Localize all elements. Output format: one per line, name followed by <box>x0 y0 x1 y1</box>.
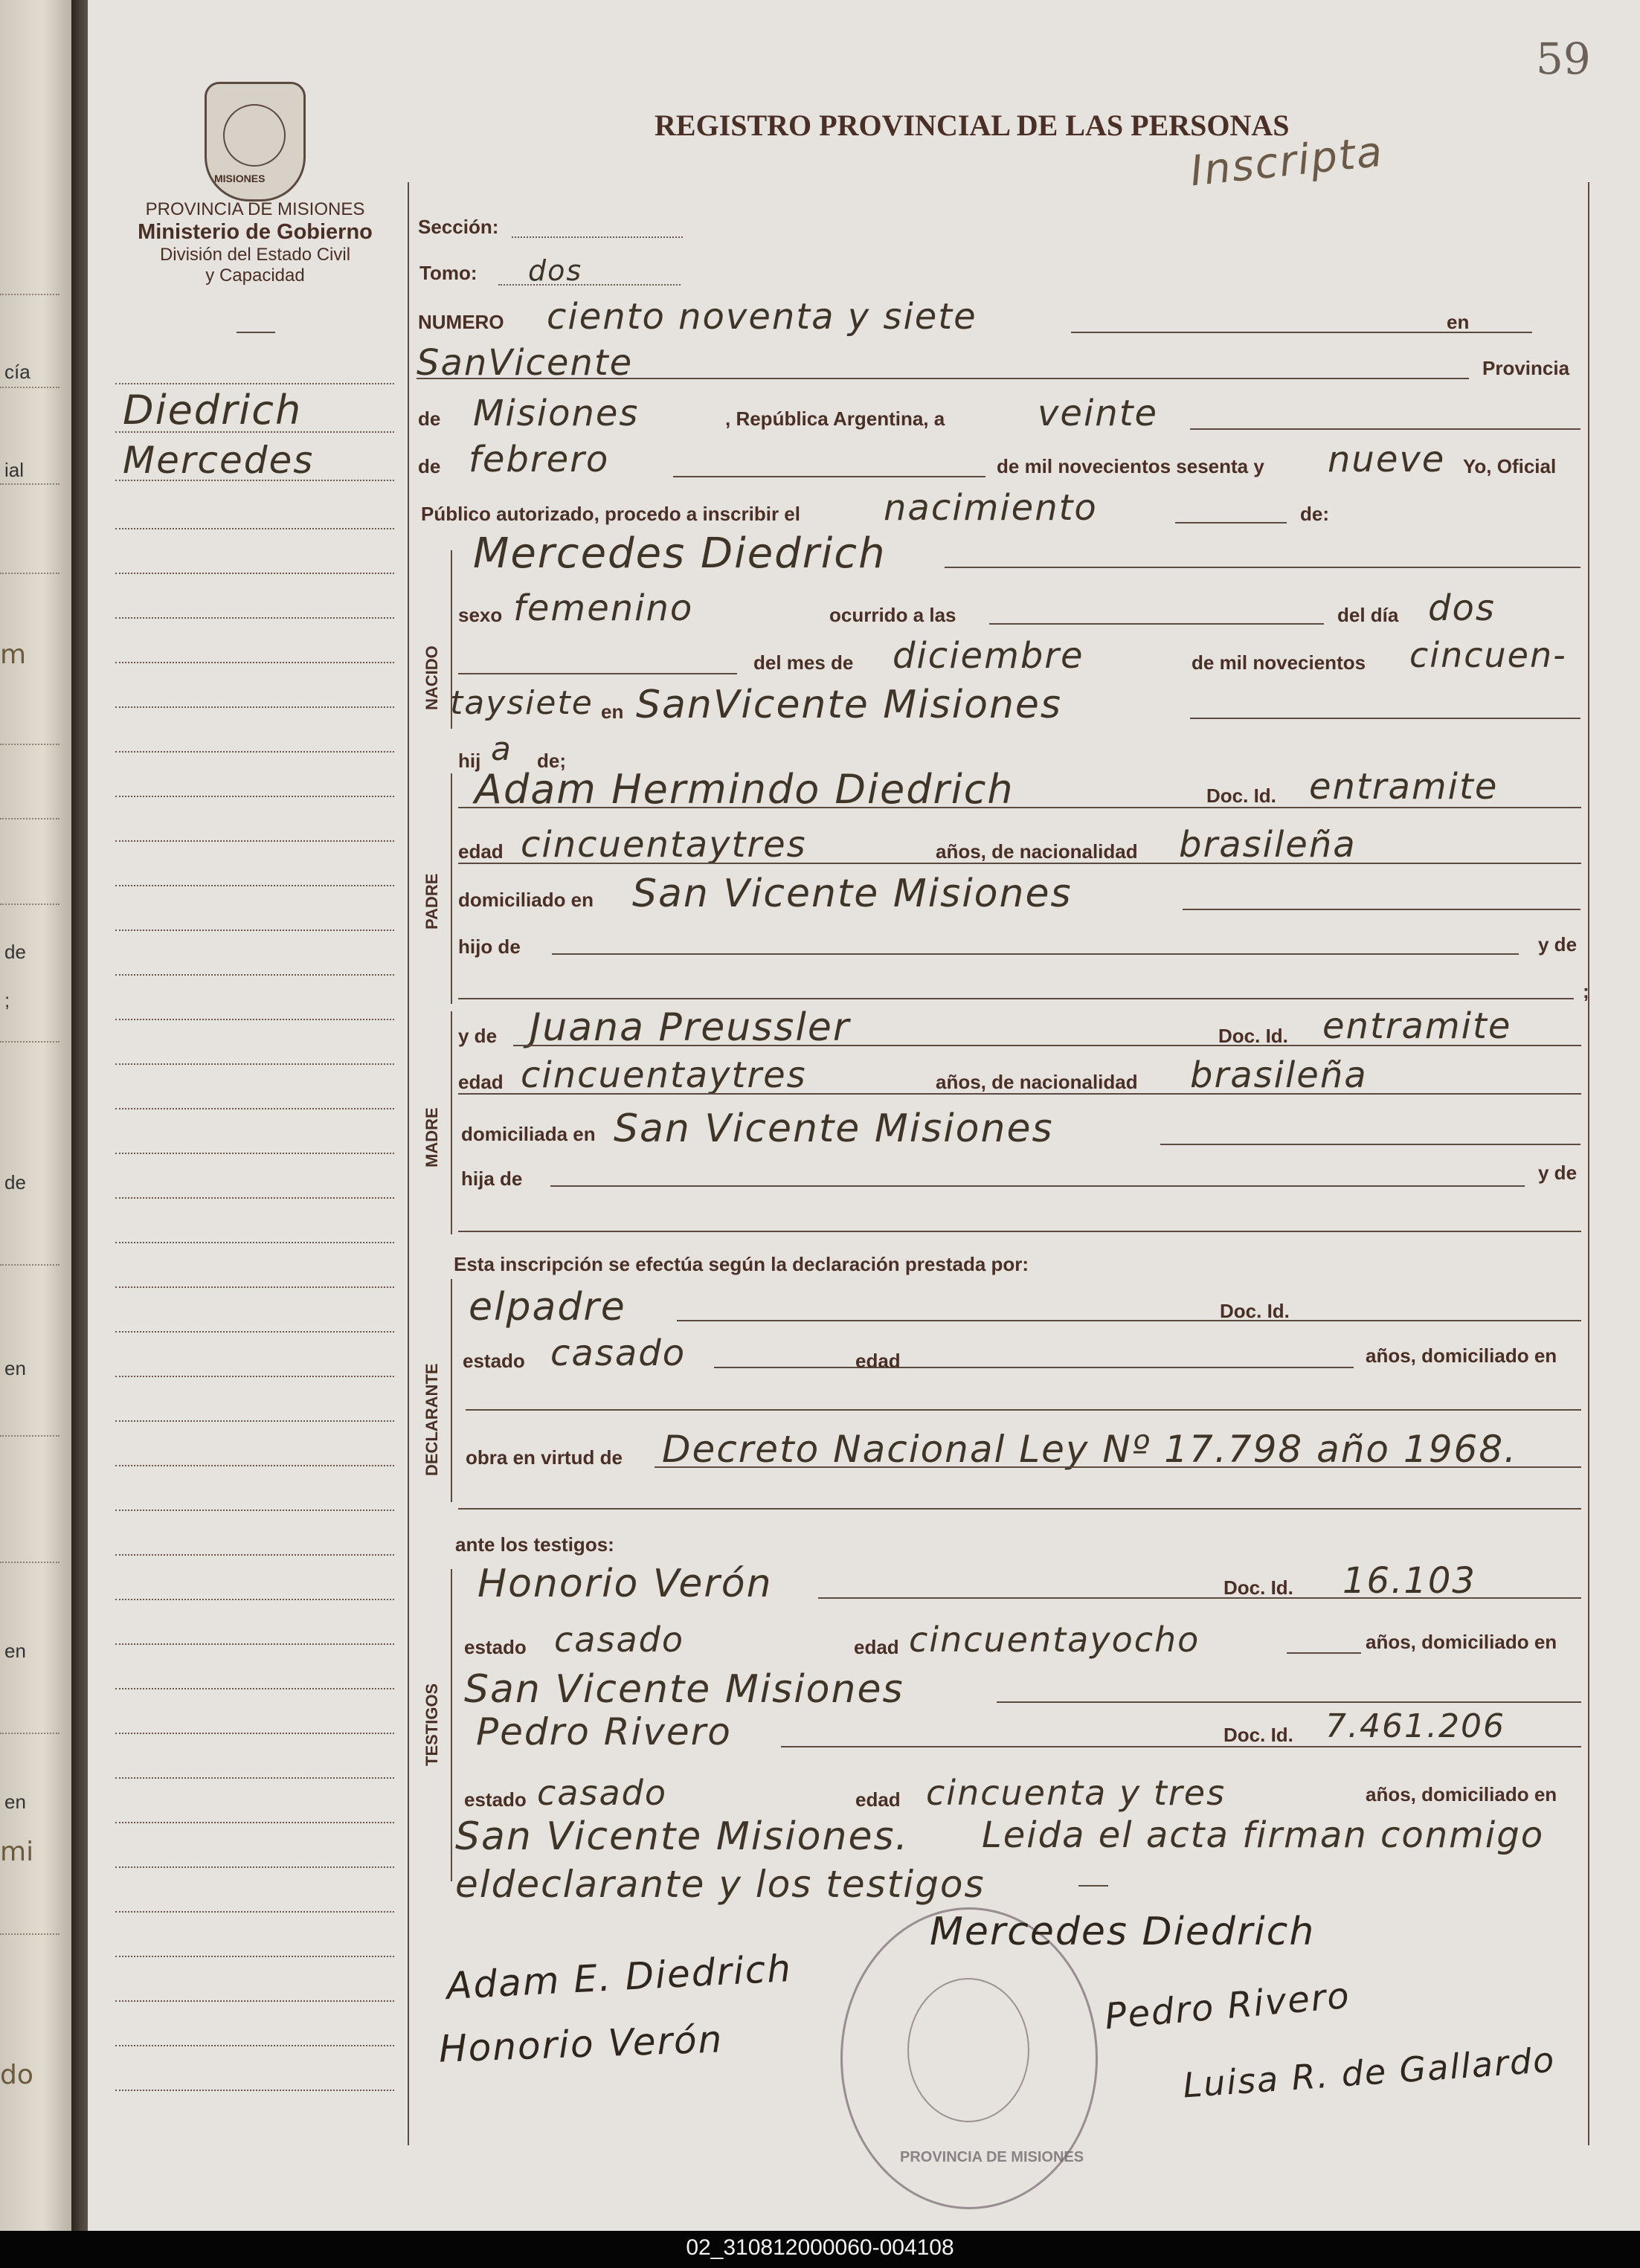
declarante-bracket <box>451 1279 452 1502</box>
padre-semicolon: ; <box>1583 980 1589 1002</box>
margin-rule <box>115 1286 394 1288</box>
decl-domicilio-line <box>466 1409 1581 1411</box>
lugar-nac-line <box>1190 718 1580 719</box>
madre-domicilio: San Vicente Misiones <box>614 1106 1054 1151</box>
label-domiciliado-t1: años, domiciliado en <box>1366 1631 1557 1653</box>
madre-edad-line <box>458 1093 1581 1095</box>
margin-rule <box>115 706 394 708</box>
mes-nac-value: diciembre <box>893 635 1084 677</box>
margin-rule <box>115 1822 394 1823</box>
label-doc-t2: Doc. Id. <box>1223 1724 1293 1746</box>
left-page-fragment: cía <box>4 361 30 383</box>
cierre-linea-2: eldeclarante y los testigos <box>455 1863 985 1906</box>
madre-doc: entramite <box>1322 1005 1512 1047</box>
left-page-rule <box>0 1041 60 1043</box>
label-estado-t2: estado <box>464 1788 527 1811</box>
madre-edad: cincuentaytres <box>521 1054 807 1096</box>
label-edad-t2: edad <box>855 1788 901 1811</box>
testigo2-doc: 7.461.206 <box>1325 1707 1505 1745</box>
margin-rule <box>115 1554 394 1556</box>
testigos-side-label: TESTIGOS <box>422 1683 441 1766</box>
agency-capacity: y Capacidad <box>205 265 305 286</box>
numero-value: ciento noventa y siete <box>547 296 977 338</box>
margin-rule <box>115 1242 394 1243</box>
tomo-line <box>498 284 681 286</box>
label-edad-padre: edad <box>458 840 504 863</box>
tomo-value: dos <box>528 254 583 287</box>
testigo1-estado: casado <box>554 1620 684 1660</box>
label-hija-de: hija de <box>461 1167 523 1190</box>
dia-value: veinte <box>1038 393 1159 434</box>
left-page-fragment: mi <box>0 1837 34 1867</box>
margin-rule <box>115 662 394 663</box>
label-del-dia: del día <box>1337 604 1399 626</box>
margin-column-border <box>408 182 409 2145</box>
margin-rule <box>115 885 394 886</box>
dia-line <box>1190 428 1580 430</box>
right-page-border <box>1588 182 1589 2145</box>
left-page-rule <box>0 744 60 745</box>
anio-nac-part2: taysiete <box>450 684 594 722</box>
testigo1-doc: 16.103 <box>1342 1560 1476 1602</box>
left-page-rule <box>0 1264 60 1266</box>
margin-rule <box>115 383 394 384</box>
signature-testigo-2: Pedro Rivero <box>1103 1974 1352 2038</box>
margin-rule <box>115 1331 394 1333</box>
margin-rule <box>115 1063 394 1065</box>
stamp-emblem-icon <box>907 1978 1029 2122</box>
label-estado-decl: estado <box>463 1350 525 1372</box>
left-page-edge <box>0 0 71 2231</box>
declarante-side-label: DECLARANTE <box>422 1363 441 1476</box>
stamp-text: PROVINCIA DE MISIONES <box>900 2149 1084 2165</box>
dia-nac-line <box>458 673 737 674</box>
left-page-fragment: do <box>0 2060 33 2090</box>
padre-side-label: PADRE <box>422 873 441 930</box>
label-edad-decl: edad <box>855 1350 901 1372</box>
label-de-mes: de <box>418 455 441 477</box>
label-provincia: Provincia <box>1482 357 1570 379</box>
label-de-provincia: de <box>418 407 441 430</box>
margin-rule <box>115 840 394 842</box>
left-page-rule <box>0 1435 60 1437</box>
testigo2-domicilio: San Vicente Misiones. <box>455 1814 910 1859</box>
obra-line-2 <box>458 1508 1581 1510</box>
testigos-bracket <box>451 1569 452 1881</box>
testigo2-line <box>781 1746 1581 1747</box>
cierre-linea-1: Leida el acta firman conmigo <box>982 1814 1545 1856</box>
sexo-value: femenino <box>513 587 694 629</box>
label-mil-novecientos: de mil novecientos sesenta y <box>997 455 1264 477</box>
margin-rule <box>115 1108 394 1109</box>
label-y-de-madre: y de <box>458 1025 498 1047</box>
label-doc-madre: Doc. Id. <box>1218 1025 1288 1047</box>
decl-estado-line <box>714 1367 1354 1368</box>
label-del-mes: del mes de <box>753 651 854 674</box>
label-domiciliado-decl: años, domiciliado en <box>1366 1344 1557 1367</box>
margin-rule <box>115 796 394 797</box>
hijo-de-line <box>552 953 1519 955</box>
label-estado-t1: estado <box>464 1636 527 1658</box>
margin-rule <box>115 751 394 753</box>
margin-rule <box>115 1465 394 1466</box>
label-republica: , República Argentina, a <box>725 407 945 430</box>
provincia-value: Misiones <box>473 393 640 434</box>
margin-rule <box>115 1777 394 1779</box>
label-en-nac: en <box>601 700 624 723</box>
signature-oficial: Luisa R. de Gallardo <box>1181 2039 1557 2106</box>
agency-ministry: Ministerio de Gobierno <box>138 220 373 244</box>
label-dom-padre: domiciliado en <box>458 889 594 911</box>
label-tomo: Tomo: <box>419 262 477 284</box>
label-doc-padre: Doc. Id. <box>1206 785 1276 807</box>
madre-dom-line <box>1160 1144 1580 1145</box>
left-page-fragment: ; <box>4 989 10 1011</box>
label-obra: obra en virtud de <box>466 1446 623 1469</box>
margin-rule <box>115 1866 394 1868</box>
margin-rule <box>115 1420 394 1422</box>
left-page-rule <box>0 483 60 485</box>
margin-note-inscripta: Inscripta <box>1188 127 1386 196</box>
left-page-fragment: en <box>4 1357 26 1379</box>
padre-nombre-line <box>458 807 1581 808</box>
margin-rule <box>115 1733 394 1734</box>
left-page-rule <box>0 387 60 388</box>
madre-bracket <box>451 1011 452 1234</box>
declarante-line <box>677 1320 1581 1321</box>
label-sexo: sexo <box>458 604 503 626</box>
margin-rule <box>115 2045 394 2046</box>
image-id-label: 02_310812000060-004108 <box>686 2235 954 2260</box>
left-page-rule <box>0 573 60 574</box>
seal-emblem-icon <box>223 104 286 167</box>
anio-value: nueve <box>1328 439 1446 480</box>
padre-nombre: Adam Hermindo Diedrich <box>475 766 1014 813</box>
margin-rule <box>115 2000 394 2002</box>
hija-de-line <box>550 1185 1525 1187</box>
agency-division: División del Estado Civil <box>159 245 351 265</box>
nombre-line <box>945 567 1580 568</box>
label-de-colon: de: <box>1300 503 1329 525</box>
left-page-rule <box>0 1933 60 1935</box>
mes-value: febrero <box>469 439 610 480</box>
padre-bracket <box>451 773 452 1004</box>
margin-given-name: Mercedes <box>123 439 315 482</box>
margin-rule <box>115 1197 394 1199</box>
label-ocurrido: ocurrido a las <box>829 604 956 626</box>
madre-nombre-line <box>513 1045 1581 1046</box>
margin-rule <box>115 974 394 976</box>
obra-value: Decreto Nacional Ley Nº 17.798 año 1968. <box>662 1428 1518 1471</box>
cierre-dash <box>1078 1885 1108 1887</box>
label-edad-t1: edad <box>854 1636 899 1658</box>
padre-domicilio: San Vicente Misiones <box>632 872 1073 916</box>
obra-line <box>655 1466 1581 1468</box>
anio-nac-part1: cincuen- <box>1409 635 1567 675</box>
margin-rule <box>115 573 394 574</box>
testigo1-domicilio: San Vicente Misiones <box>464 1667 904 1712</box>
label-hij: hij <box>458 750 481 772</box>
label-hijo-de: hijo de <box>458 935 521 958</box>
padre-nacionalidad: brasileña <box>1179 824 1357 866</box>
padre-doc: entramite <box>1309 766 1499 808</box>
label-y-de-padre: y de <box>1538 933 1578 956</box>
label-en: en <box>1447 311 1470 333</box>
signature-padre: Adam E. Diedrich <box>445 1946 794 2008</box>
margin-rule <box>115 2090 394 2091</box>
padre-edad: cincuentaytres <box>521 824 807 866</box>
testigo2-nombre: Pedro Rivero <box>476 1710 732 1753</box>
lugar-value: SanVicente <box>417 342 634 384</box>
padre-edad-line <box>458 863 1581 864</box>
lugar-nac-value: SanVicente Misiones <box>636 683 1063 727</box>
left-page-rule <box>0 1562 60 1563</box>
label-nac-madre: años, de nacionalidad <box>936 1071 1138 1093</box>
label-doc-t1: Doc. Id. <box>1223 1576 1293 1599</box>
nacido-nombre: Mercedes Diedrich <box>473 529 887 578</box>
signature-madre: Mercedes Diedrich <box>930 1910 1316 1954</box>
madre-nacionalidad: brasileña <box>1190 1054 1368 1096</box>
label-ante-testigos: ante los testigos: <box>455 1533 614 1556</box>
label-inscripcion: Esta inscripción se efectúa según la declaración prestada por: <box>454 1253 1029 1275</box>
left-page-fragment: de <box>4 1171 26 1193</box>
madre-side-label: MADRE <box>422 1107 441 1167</box>
margin-rule <box>115 528 394 529</box>
left-page-fragment: en <box>4 1791 26 1813</box>
margin-surname: Diedrich <box>123 387 303 434</box>
left-page-rule <box>0 294 60 295</box>
mes-line <box>673 476 985 477</box>
abuela-paterna-line <box>458 998 1574 999</box>
signature-testigo-1: Honorio Verón <box>438 2017 724 2071</box>
seal-text: MISIONES <box>214 173 266 184</box>
label-de-mil-nov: de mil novecientos <box>1192 651 1366 674</box>
lugar-line <box>417 378 1469 379</box>
abuela-materna-line <box>458 1231 1581 1232</box>
left-page-fragment: de <box>4 941 26 963</box>
label-domiciliado-t2: años, domiciliado en <box>1366 1783 1557 1805</box>
label-seccion: Sección: <box>418 216 499 238</box>
dia-nac-value: dos <box>1428 587 1496 629</box>
seccion-line <box>512 236 683 238</box>
left-page-rule <box>0 903 60 905</box>
page-number: 59 <box>1536 33 1591 84</box>
label-publico: Público autorizado, procedo a inscribir el <box>421 503 800 525</box>
left-page-fragment: ial <box>4 459 25 481</box>
padre-dom-line <box>1183 909 1580 910</box>
acto-line <box>1175 522 1287 523</box>
acto-value: nacimiento <box>884 487 1098 529</box>
nacido-side-label: NACIDO <box>422 645 441 710</box>
agency-underline <box>237 332 275 333</box>
label-y-de-madre2: y de <box>1538 1162 1578 1184</box>
left-page-fragment: en <box>4 1640 26 1662</box>
declarante-value: elpadre <box>469 1285 626 1330</box>
left-page-rule <box>0 1733 60 1734</box>
madre-nombre: Juana Preussler <box>530 1005 851 1050</box>
label-de-hij: de; <box>537 750 566 772</box>
margin-rule <box>115 1019 394 1020</box>
label-yo-oficial: Yo, Oficial <box>1463 455 1557 477</box>
margin-rule <box>115 1510 394 1511</box>
margin-rule <box>115 1688 394 1689</box>
label-dom-madre: domiciliada en <box>461 1123 596 1145</box>
testigo1-dom-line <box>997 1701 1581 1703</box>
label-nac-padre: años, de nacionalidad <box>936 840 1138 863</box>
testigo2-edad: cincuenta y tres <box>926 1773 1226 1813</box>
margin-rule <box>115 1956 394 1957</box>
testigo1-edad-line <box>1287 1652 1361 1654</box>
margin-rule <box>115 1599 394 1600</box>
testigo1-nombre: Honorio Verón <box>477 1562 773 1606</box>
margin-rule <box>115 617 394 619</box>
hora-line <box>989 623 1324 625</box>
left-page-fragment: m <box>0 640 27 670</box>
margin-rule <box>115 1643 394 1645</box>
label-doc-declarante: Doc. Id. <box>1220 1300 1290 1322</box>
left-page-rule <box>0 818 60 819</box>
decl-estado-value: casado <box>550 1333 686 1374</box>
testigo2-estado: casado <box>537 1773 667 1813</box>
margin-rule <box>115 1911 394 1913</box>
margin-rule <box>115 1153 394 1154</box>
label-edad-madre: edad <box>458 1071 504 1093</box>
label-numero: NUMERO <box>418 311 504 333</box>
hij-suffix: a <box>491 730 512 768</box>
agency-province: PROVINCIA DE MISIONES <box>145 199 365 219</box>
testigo1-edad: cincuentayocho <box>909 1620 1200 1660</box>
page-title: REGISTRO PROVINCIAL DE LAS PERSONAS <box>655 109 1290 142</box>
margin-rule <box>115 930 394 931</box>
margin-rule <box>115 1376 394 1377</box>
